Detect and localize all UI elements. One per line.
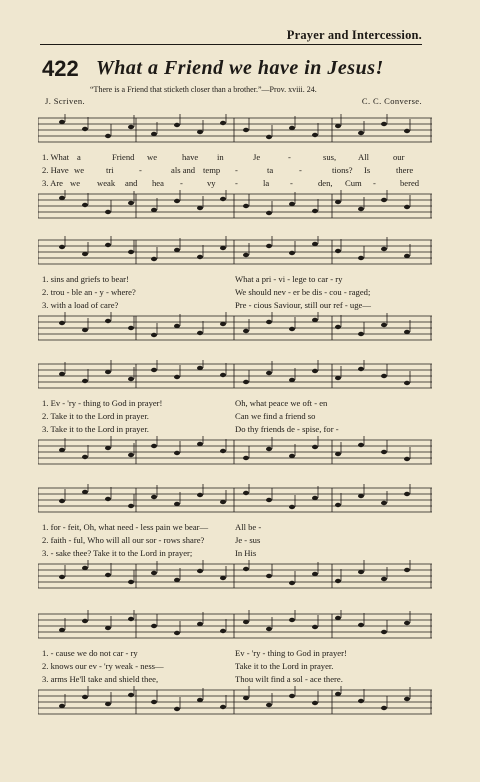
note xyxy=(404,330,410,334)
note xyxy=(404,381,410,385)
note xyxy=(243,456,249,460)
note xyxy=(128,125,134,129)
note xyxy=(404,129,410,133)
note xyxy=(105,573,111,577)
note xyxy=(197,366,203,370)
note xyxy=(105,626,111,630)
lyric-syllable: All xyxy=(358,152,369,162)
note xyxy=(335,452,341,456)
lyric-syllable: we xyxy=(147,152,158,162)
note xyxy=(197,698,203,702)
lyric-syllable: Take it to the Lord in prayer. xyxy=(235,661,334,671)
note xyxy=(128,377,134,381)
note xyxy=(82,203,88,207)
lyric-syllable: Ev - 'ry - thing to God in prayer! xyxy=(235,648,347,658)
note xyxy=(105,446,111,450)
author: J. Scriven. xyxy=(45,96,86,106)
lyric-syllable: den, xyxy=(318,178,333,188)
note xyxy=(128,504,134,508)
lyric-syllable: Friend xyxy=(112,152,135,162)
lyric-syllable: we xyxy=(70,178,81,188)
note xyxy=(335,249,341,253)
note xyxy=(151,624,157,628)
note xyxy=(151,257,157,261)
note xyxy=(381,122,387,126)
note xyxy=(174,248,180,252)
note xyxy=(358,623,364,627)
note xyxy=(381,450,387,454)
note xyxy=(151,700,157,704)
note xyxy=(335,616,341,620)
lyric-line xyxy=(38,522,432,533)
note xyxy=(105,319,111,323)
lyric-syllable: All be - xyxy=(235,522,262,532)
lyric-syllable: 3. Are xyxy=(42,178,64,188)
treble-staff xyxy=(38,360,432,392)
note xyxy=(59,628,65,632)
lyric-syllable: - xyxy=(288,152,291,162)
note xyxy=(174,451,180,455)
note xyxy=(312,625,318,629)
note xyxy=(151,444,157,448)
lyric-line xyxy=(38,178,432,189)
note xyxy=(59,448,65,452)
note xyxy=(151,208,157,212)
note xyxy=(266,627,272,631)
lyric-syllable: weak xyxy=(97,178,116,188)
note xyxy=(59,372,65,376)
music-system xyxy=(38,356,432,476)
note xyxy=(289,454,295,458)
note xyxy=(243,329,249,333)
note xyxy=(358,367,364,371)
note xyxy=(289,694,295,698)
note xyxy=(358,256,364,260)
epigraph: “There is a Friend that sticketh closer than a brother.”—Prov. xviii. 24. xyxy=(90,85,317,94)
note xyxy=(59,499,65,503)
note xyxy=(404,568,410,572)
lyric-line xyxy=(38,287,432,298)
note xyxy=(151,333,157,337)
lyric-syllable: 2. Take it to the Lord in prayer. xyxy=(42,411,149,421)
note xyxy=(358,332,364,336)
note xyxy=(128,693,134,697)
note xyxy=(289,251,295,255)
note xyxy=(312,133,318,137)
note xyxy=(220,576,226,580)
lyric-syllable: sus, xyxy=(323,152,337,162)
note xyxy=(289,581,295,585)
note xyxy=(59,321,65,325)
note xyxy=(220,449,226,453)
lyric-line xyxy=(38,411,432,422)
note xyxy=(82,379,88,383)
lyric-syllable: hea xyxy=(152,178,164,188)
note xyxy=(220,246,226,250)
lyric-syllable: 2. knows our ev - 'ry weak - ness— xyxy=(42,661,164,671)
lyric-line xyxy=(38,300,432,311)
note xyxy=(197,331,203,335)
lyric-syllable: 2. trou - ble an - y - where? xyxy=(42,287,136,297)
note xyxy=(404,621,410,625)
note xyxy=(266,447,272,451)
note xyxy=(128,453,134,457)
note xyxy=(128,250,134,254)
note xyxy=(358,207,364,211)
lyric-syllable: 3. Take it to the Lord in prayer. xyxy=(42,424,149,434)
note xyxy=(312,496,318,500)
note xyxy=(335,503,341,507)
hymn-title: What a Friend we have in Jesus! xyxy=(96,57,384,79)
lyric-syllable: temp xyxy=(203,165,221,175)
lyric-syllable: 1. for - feit, Oh, what need - less pain we bear— xyxy=(42,522,209,532)
note xyxy=(174,578,180,582)
note xyxy=(174,123,180,127)
note xyxy=(105,134,111,138)
note xyxy=(128,617,134,621)
note xyxy=(289,126,295,130)
lyric-syllable: 1. Ev - 'ry - thing to God in prayer! xyxy=(42,398,163,408)
lyric-line xyxy=(38,661,432,672)
note xyxy=(220,373,226,377)
note xyxy=(128,580,134,584)
note xyxy=(105,243,111,247)
note xyxy=(289,378,295,382)
hymn-number: 422 xyxy=(42,56,79,81)
lyric-syllable: 2. Have xyxy=(42,165,69,175)
note xyxy=(82,695,88,699)
note xyxy=(174,707,180,711)
lyric-syllable: tri xyxy=(106,165,114,175)
note xyxy=(243,380,249,384)
lyric-syllable: 1. sins and griefs to bear! xyxy=(42,274,129,284)
composer: C. C. Converse. xyxy=(361,96,422,106)
lyric-syllable: 3. with a load of care? xyxy=(42,300,119,310)
note xyxy=(312,445,318,449)
note xyxy=(358,699,364,703)
note xyxy=(220,629,226,633)
lyric-line xyxy=(38,674,432,685)
lyric-syllable: Do thy friends de - spise, for - xyxy=(235,424,339,434)
lyric-syllable: 3. arms He'll take and shield thee, xyxy=(42,674,159,684)
bass-staff xyxy=(38,190,432,222)
note xyxy=(243,620,249,624)
note xyxy=(404,457,410,461)
note xyxy=(381,630,387,634)
lyric-syllable: there xyxy=(396,165,414,175)
note xyxy=(174,324,180,328)
lyric-syllable: Can we find a friend so xyxy=(235,411,316,421)
note xyxy=(197,493,203,497)
lyric-line xyxy=(38,398,432,409)
note xyxy=(266,320,272,324)
note xyxy=(312,242,318,246)
note xyxy=(243,567,249,571)
lyric-syllable: Is xyxy=(364,165,371,175)
note xyxy=(220,500,226,504)
note xyxy=(404,254,410,258)
treble-staff xyxy=(38,114,432,146)
note xyxy=(358,443,364,447)
note xyxy=(151,132,157,136)
note xyxy=(404,697,410,701)
note xyxy=(197,206,203,210)
lyric-syllable: - xyxy=(373,178,376,188)
note xyxy=(59,120,65,124)
lyric-syllable: 2. faith - ful, Who will all our sor - rows share? xyxy=(42,535,205,545)
note xyxy=(174,199,180,203)
note xyxy=(358,494,364,498)
note xyxy=(128,326,134,330)
note xyxy=(243,696,249,700)
note xyxy=(289,505,295,509)
note xyxy=(151,495,157,499)
lyric-syllable: ta xyxy=(267,165,274,175)
note xyxy=(82,619,88,623)
note xyxy=(105,210,111,214)
lyric-syllable: Oh, what peace we oft - en xyxy=(235,398,328,408)
bass-staff xyxy=(38,312,432,344)
note xyxy=(381,577,387,581)
lyric-syllable: - xyxy=(180,178,183,188)
lyric-syllable: la xyxy=(263,178,270,188)
note xyxy=(266,371,272,375)
note xyxy=(59,245,65,249)
note xyxy=(289,618,295,622)
note xyxy=(266,244,272,248)
note xyxy=(266,498,272,502)
music-system xyxy=(38,232,432,352)
lyric-syllable: we xyxy=(74,165,85,175)
lyric-syllable: a xyxy=(77,152,81,162)
note xyxy=(381,198,387,202)
treble-staff xyxy=(38,610,432,642)
note xyxy=(266,703,272,707)
lyric-syllable: 3. - sake thee? Take it to the Lord in prayer; xyxy=(42,548,193,558)
lyric-syllable: bered xyxy=(400,178,420,188)
note xyxy=(151,571,157,575)
note xyxy=(312,369,318,373)
lyric-syllable: Je xyxy=(253,152,261,162)
note xyxy=(335,692,341,696)
note xyxy=(243,128,249,132)
lyric-syllable: Je - sus xyxy=(235,535,261,545)
note xyxy=(358,570,364,574)
note xyxy=(381,374,387,378)
bass-staff xyxy=(38,686,432,718)
treble-staff xyxy=(38,236,432,268)
note xyxy=(82,127,88,131)
note xyxy=(335,579,341,583)
note xyxy=(266,574,272,578)
note xyxy=(59,575,65,579)
note xyxy=(381,247,387,251)
note xyxy=(151,368,157,372)
note xyxy=(243,491,249,495)
lyric-line xyxy=(38,424,432,435)
note xyxy=(243,253,249,257)
note xyxy=(312,318,318,322)
note xyxy=(82,328,88,332)
note xyxy=(404,492,410,496)
note xyxy=(105,370,111,374)
lyric-syllable: Cum xyxy=(345,178,362,188)
lyric-syllable: - xyxy=(139,165,142,175)
note xyxy=(381,323,387,327)
note xyxy=(174,502,180,506)
note xyxy=(82,455,88,459)
note xyxy=(82,566,88,570)
note xyxy=(312,701,318,705)
note xyxy=(266,211,272,215)
lyric-line xyxy=(38,548,432,559)
lyric-syllable: - xyxy=(235,178,238,188)
treble-staff xyxy=(38,484,432,516)
note xyxy=(312,209,318,213)
note xyxy=(197,130,203,134)
note xyxy=(105,497,111,501)
note xyxy=(59,704,65,708)
note xyxy=(312,572,318,576)
note xyxy=(197,622,203,626)
lyric-syllable: What a pri - vi - lege to car - ry xyxy=(235,274,343,284)
note xyxy=(266,135,272,139)
note xyxy=(220,197,226,201)
note xyxy=(335,200,341,204)
note xyxy=(404,205,410,209)
lyric-syllable: 1. What xyxy=(42,152,70,162)
note xyxy=(105,702,111,706)
note xyxy=(220,705,226,709)
note xyxy=(82,252,88,256)
lyric-syllable: have xyxy=(182,152,199,162)
music-system xyxy=(38,480,432,600)
note xyxy=(289,327,295,331)
note xyxy=(220,121,226,125)
note xyxy=(197,255,203,259)
note xyxy=(128,201,134,205)
note xyxy=(358,131,364,135)
lyric-syllable: our xyxy=(393,152,405,162)
lyric-syllable: In His xyxy=(235,548,257,558)
lyric-syllable: We should nev - er be dis - cou - raged; xyxy=(235,287,371,297)
note xyxy=(174,375,180,379)
section-heading: Prayer and Intercession. xyxy=(286,28,422,42)
lyric-syllable: and xyxy=(125,178,138,188)
note xyxy=(243,204,249,208)
note xyxy=(197,442,203,446)
note xyxy=(59,196,65,200)
bass-staff xyxy=(38,560,432,592)
lyric-line xyxy=(38,152,432,163)
lyric-syllable: - xyxy=(235,165,238,175)
note xyxy=(381,501,387,505)
lyric-line xyxy=(38,535,432,546)
bass-staff xyxy=(38,436,432,468)
lyric-syllable: vy xyxy=(207,178,216,188)
lyric-syllable: in xyxy=(217,152,224,162)
header-rule xyxy=(40,44,422,45)
lyric-line xyxy=(38,648,432,659)
note xyxy=(197,569,203,573)
note xyxy=(381,706,387,710)
note xyxy=(82,490,88,494)
note xyxy=(220,322,226,326)
music-system xyxy=(38,606,432,726)
note xyxy=(335,376,341,380)
lyric-line xyxy=(38,274,432,285)
note xyxy=(289,202,295,206)
lyric-syllable: Pre - cious Saviour, still our ref - uge— xyxy=(235,300,371,310)
note xyxy=(174,631,180,635)
lyric-syllable: - xyxy=(299,165,302,175)
lyric-line xyxy=(38,165,432,176)
lyric-syllable: 1. - cause we do not car - ry xyxy=(42,648,138,658)
lyric-syllable: - xyxy=(290,178,293,188)
lyric-syllable: Thou wilt find a sol - ace there. xyxy=(235,674,343,684)
music-system xyxy=(38,110,432,230)
note xyxy=(335,124,341,128)
lyric-syllable: tions? xyxy=(332,165,353,175)
note xyxy=(335,325,341,329)
lyric-syllable: als and xyxy=(171,165,196,175)
